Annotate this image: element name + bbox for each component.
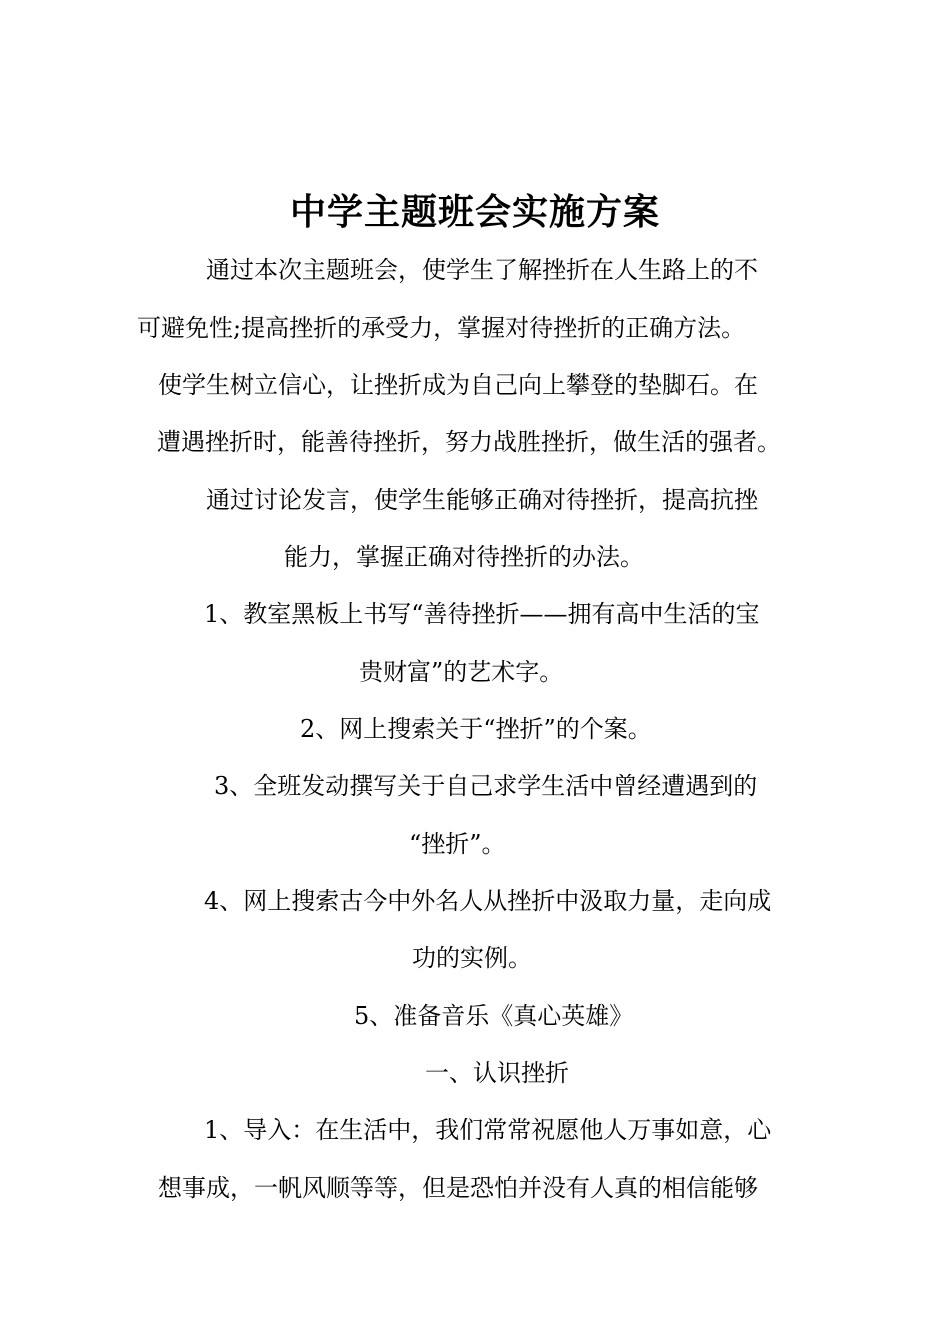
list-item-line: 贵财富”的艺术字。	[359, 658, 564, 686]
list-item-line: 功的实例。	[412, 944, 532, 972]
paragraph-line: 使学生树立信心，让挫折成为自己向上攀登的垫脚石。在	[158, 371, 758, 399]
paragraph-line: 通过本次主题班会，使学生了解挫折在人生路上的不	[206, 256, 758, 284]
paragraph-line: 遭遇挫折时，能善待挫折，努力战胜挫折，做生活的强者。	[157, 428, 781, 456]
list-item-line: “挫折”。	[409, 830, 506, 858]
list-item-line: 5、准备音乐《真心英雄》	[354, 1002, 634, 1030]
list-item-line: 2、网上搜索关于“挫折”的个案。	[300, 715, 652, 743]
list-item-line: 1、教室黑板上书写“善待挫折——拥有高中生活的宝	[204, 600, 760, 628]
paragraph-line: 可避免性;提高挫折的承受力，掌握对待挫折的正确方法。	[137, 314, 746, 342]
paragraph-line: 通过讨论发言，使学生能够正确对待挫折，提高抗挫	[206, 486, 758, 514]
list-item-line: 4、网上搜索古今中外名人从挫折中汲取力量，走向成	[204, 887, 772, 915]
paragraph-line: 能力，掌握正确对待挫折的办法。	[284, 543, 644, 571]
paragraph-line: 1、导入：在生活中，我们常常祝愿他人万事如意，心	[204, 1116, 772, 1144]
document-title: 中学主题班会实施方案	[289, 191, 660, 233]
list-item-line: 3、全班发动撰写关于自己求学生活中曾经遭遇到的	[214, 772, 758, 800]
section-heading: 一、认识挫折	[425, 1059, 569, 1087]
paragraph-line: 想事成，一帆风顺等等，但是恐怕并没有人真的相信能够	[158, 1174, 758, 1202]
